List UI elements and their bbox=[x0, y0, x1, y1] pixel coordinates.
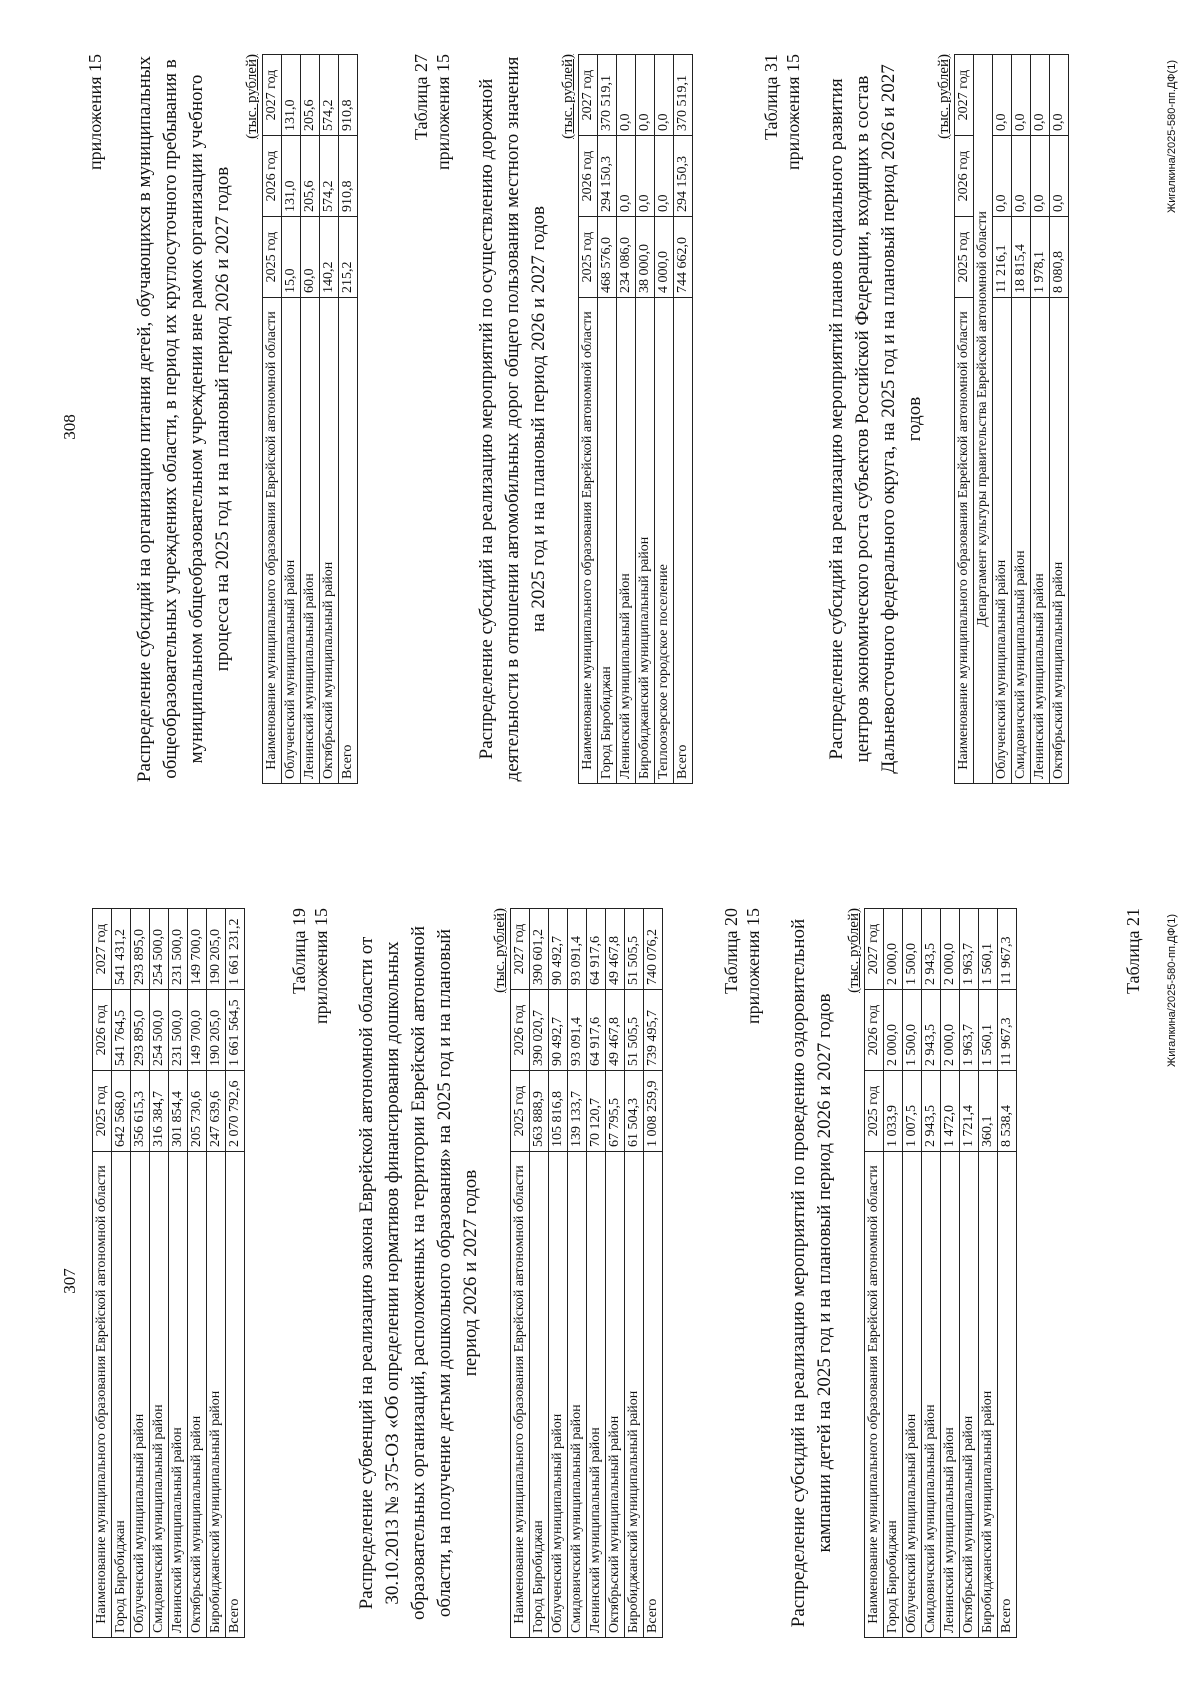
column-header-year: 2026 год bbox=[955, 136, 974, 217]
cell-value: 294 150,3 bbox=[674, 136, 693, 217]
cell-value: 90 492,7 bbox=[549, 909, 568, 990]
table-row bbox=[339, 55, 358, 784]
cell-value: 2 000,0 bbox=[941, 990, 960, 1071]
header-row bbox=[579, 55, 598, 784]
cell-value: 0,0 bbox=[636, 136, 655, 217]
page-number: 307 bbox=[60, 1268, 79, 1294]
table-row bbox=[226, 909, 245, 1638]
column-header-name: Наименование муниципального образования Еврейской автономной области bbox=[579, 298, 598, 784]
row-label: Ленинский муниципальный район bbox=[941, 1152, 960, 1638]
cell-value: 0,0 bbox=[636, 55, 655, 136]
cell-value: 744 662,0 bbox=[674, 217, 693, 298]
cell-value: 1 007,5 bbox=[903, 1071, 922, 1152]
row-label: Город Биробиджан bbox=[112, 1152, 131, 1638]
cell-value: 293 895,0 bbox=[131, 990, 150, 1071]
cell-value: 18 815,4 bbox=[1012, 217, 1031, 298]
table-row bbox=[655, 55, 674, 784]
table-heading: Распределение субсидий на реализацию мероприятий по осуществлению дорожной деятельности в отношении автомобильных дорог общего пользования местного значения на 2025 год и на плановый период 2026 и 2027 годов bbox=[476, 56, 549, 782]
table-title: Таблица 31 bbox=[761, 54, 781, 140]
row-label: Октябрьский муниципальный район bbox=[606, 1152, 625, 1638]
table-row bbox=[625, 909, 644, 1638]
table20 bbox=[864, 908, 1017, 1638]
header-row bbox=[865, 909, 884, 1638]
column-header-year: 2025 год bbox=[511, 1071, 530, 1152]
table31-block bbox=[760, 54, 1069, 784]
cell-value: 190 205,0 bbox=[207, 909, 226, 990]
cell-value: 0,0 bbox=[1012, 136, 1031, 217]
row-label: Всего bbox=[339, 298, 358, 784]
table-row bbox=[941, 909, 960, 1638]
cell-value: 93 091,4 bbox=[568, 909, 587, 990]
table-heading: Распределение субвенций на реализацию закона Еврейской автономной области от 30.10.2013 № 375-ОЗ «Об определении нормативов финансирования дошкольных образовательных организаций, расположенных на территории Еврейской автономной области, на получение детьми дошкольного образования» на 2025 год и на плановый период 2026 и 2027 годов bbox=[356, 925, 481, 1621]
cell-value: 390 020,7 bbox=[530, 990, 549, 1071]
cell-value: 2 943,5 bbox=[922, 1071, 941, 1152]
cell-value: 1 560,1 bbox=[979, 909, 998, 990]
column-header-year: 2027 год bbox=[579, 55, 598, 136]
cell-value: 0,0 bbox=[617, 136, 636, 217]
continued-table-block bbox=[92, 908, 245, 1638]
cell-value: 2 000,0 bbox=[884, 909, 903, 990]
cell-value: 541 764,5 bbox=[112, 990, 131, 1071]
cell-value: 49 467,8 bbox=[606, 909, 625, 990]
table-title: Таблица 27 bbox=[411, 54, 431, 140]
column-header-year: 2025 год bbox=[579, 217, 598, 298]
row-label: Ленинский муниципальный район bbox=[587, 1152, 606, 1638]
table-row bbox=[587, 909, 606, 1638]
cell-value: 1 560,1 bbox=[979, 990, 998, 1071]
cell-value: 0,0 bbox=[1031, 136, 1050, 217]
table-row bbox=[188, 909, 207, 1638]
column-header-year: 2025 год bbox=[955, 217, 974, 298]
table-row bbox=[530, 909, 549, 1638]
cell-value: 356 615,3 bbox=[131, 1071, 150, 1152]
row-label: Октябрьский муниципальный район bbox=[1050, 298, 1069, 784]
table-row bbox=[1031, 55, 1050, 784]
column-header-name: Наименование муниципального образования Еврейской автономной области bbox=[263, 298, 282, 784]
cell-value: 51 505,5 bbox=[625, 909, 644, 990]
cell-value: 739 495,7 bbox=[644, 990, 663, 1071]
cell-value: 0,0 bbox=[993, 55, 1012, 136]
column-header-year: 2027 год bbox=[511, 909, 530, 990]
cell-value: 64 917,6 bbox=[587, 990, 606, 1071]
row-label: Всего bbox=[674, 298, 693, 784]
column-header-name: Наименование муниципального образования Еврейской автономной области bbox=[865, 1152, 884, 1638]
cell-value: 390 601,2 bbox=[530, 909, 549, 990]
cell-value: 8 080,8 bbox=[1050, 217, 1069, 298]
row-label: Облученский муниципальный район bbox=[993, 298, 1012, 784]
cell-value: 0,0 bbox=[1050, 136, 1069, 217]
cell-value: 360,1 bbox=[979, 1071, 998, 1152]
cell-value: 11 967,3 bbox=[998, 909, 1017, 990]
cell-value: 1 500,0 bbox=[903, 990, 922, 1071]
table20-block bbox=[720, 908, 1017, 1638]
footer: Жигалкина/2025-580-пп.ДФ(1) bbox=[1166, 914, 1178, 1067]
cell-value: 0,0 bbox=[1031, 55, 1050, 136]
cell-value: 0,0 bbox=[1050, 55, 1069, 136]
column-header-year: 2026 год bbox=[511, 990, 530, 1071]
table-row bbox=[549, 909, 568, 1638]
cell-value: 370 519,1 bbox=[598, 55, 617, 136]
cell-value: 1 472,0 bbox=[941, 1071, 960, 1152]
units-label: (тыс. рублей) bbox=[492, 908, 508, 993]
column-header-year: 2026 год bbox=[579, 136, 598, 217]
cell-value: 254 500,0 bbox=[150, 990, 169, 1071]
cell-value: 67 795,5 bbox=[606, 1071, 625, 1152]
table-row bbox=[1050, 55, 1069, 784]
cell-value: 231 500,0 bbox=[169, 909, 188, 990]
table-row bbox=[131, 909, 150, 1638]
table-row bbox=[282, 55, 301, 784]
row-label: Смидовичский муниципальный район bbox=[922, 1152, 941, 1638]
row-label: Облученский муниципальный район bbox=[131, 1152, 150, 1638]
cell-value: 149 700,0 bbox=[188, 909, 207, 990]
cell-value: 642 568,0 bbox=[112, 1071, 131, 1152]
table-row bbox=[301, 55, 320, 784]
table-appendix: приложения 15 bbox=[311, 908, 331, 1025]
table-row bbox=[903, 909, 922, 1638]
cell-value: 910,8 bbox=[339, 136, 358, 217]
cell-value: 0,0 bbox=[617, 55, 636, 136]
cell-value: 1 661 564,5 bbox=[226, 990, 245, 1071]
row-label: Октябрьский муниципальный район bbox=[960, 1152, 979, 1638]
cell-value: 90 492,7 bbox=[549, 990, 568, 1071]
table-title: Таблица 21 bbox=[1123, 908, 1143, 994]
cell-value: 38 000,0 bbox=[636, 217, 655, 298]
cell-value: 64 917,6 bbox=[587, 909, 606, 990]
cell-value: 8 538,4 bbox=[998, 1071, 1017, 1152]
table-title: Таблица 19 bbox=[289, 908, 309, 994]
cell-value: 93 091,4 bbox=[568, 990, 587, 1071]
cell-value: 1 963,7 bbox=[960, 990, 979, 1071]
table-row bbox=[207, 909, 226, 1638]
cell-value: 563 888,9 bbox=[530, 1071, 549, 1152]
table-row bbox=[1012, 55, 1031, 784]
cell-value: 301 854,4 bbox=[169, 1071, 188, 1152]
page-307 bbox=[0, 854, 1200, 1708]
cell-value: 1 721,4 bbox=[960, 1071, 979, 1152]
row-label: Октябрьский муниципальный район bbox=[320, 298, 339, 784]
units-label: (тыс. рублей) bbox=[560, 54, 576, 139]
column-header-year: 2027 год bbox=[93, 909, 112, 990]
column-header-year: 2027 год bbox=[865, 909, 884, 990]
row-label: Биробиджанский муниципальный район bbox=[636, 298, 655, 784]
cell-value: 215,2 bbox=[339, 217, 358, 298]
header-row bbox=[93, 909, 112, 1638]
row-label: Облученский муниципальный район bbox=[282, 298, 301, 784]
table-row bbox=[112, 909, 131, 1638]
units-label: (тыс. рублей) bbox=[936, 54, 952, 139]
table-row bbox=[993, 55, 1012, 784]
table-appendix: приложения 15 bbox=[743, 908, 763, 1025]
cell-value: 2 000,0 bbox=[884, 990, 903, 1071]
cell-value: 574,2 bbox=[320, 136, 339, 217]
cell-value: 51 505,5 bbox=[625, 990, 644, 1071]
table-row bbox=[617, 55, 636, 784]
table-row bbox=[674, 55, 693, 784]
table-row bbox=[922, 909, 941, 1638]
row-label: Биробиджанский муниципальный район bbox=[979, 1152, 998, 1638]
cell-value: 574,2 bbox=[320, 55, 339, 136]
row-label: Смидовичский муниципальный район bbox=[568, 1152, 587, 1638]
table-title: Таблица 20 bbox=[721, 908, 741, 994]
cell-value: 0,0 bbox=[1012, 55, 1031, 136]
table31 bbox=[954, 54, 1069, 784]
row-label: Биробиджанский муниципальный район bbox=[207, 1152, 226, 1638]
cell-value: 49 467,8 bbox=[606, 990, 625, 1071]
cell-value: 2 943,5 bbox=[922, 909, 941, 990]
header-row bbox=[955, 55, 974, 784]
cell-value: 294 150,3 bbox=[598, 136, 617, 217]
column-header-year: 2026 год bbox=[93, 990, 112, 1071]
row-label: Теплоозерское городское поселение bbox=[655, 298, 674, 784]
cell-value: 370 519,1 bbox=[674, 55, 693, 136]
table-heading: Распределение субсидий на реализацию мероприятий планов социального развития центров экономического роста субъектов Российской Федерации, входящих в состав Дальневосточного федерального округа, на 2025 год и на плановый период 2026 и 2027 годов bbox=[826, 64, 925, 774]
cell-value: 541 431,2 bbox=[112, 909, 131, 990]
cell-value: 1 008 259,9 bbox=[644, 1071, 663, 1152]
cell-value: 205,6 bbox=[301, 136, 320, 217]
row-label: Октябрьский муниципальный район bbox=[188, 1152, 207, 1638]
table-row bbox=[644, 909, 663, 1638]
column-header-year: 2025 год bbox=[93, 1071, 112, 1152]
cell-value: 2 000,0 bbox=[941, 909, 960, 990]
units-label: (тыс. рублей) bbox=[244, 54, 260, 139]
cell-value: 293 895,0 bbox=[131, 909, 150, 990]
cell-value: 131,0 bbox=[282, 55, 301, 136]
cell-value: 140,2 bbox=[320, 217, 339, 298]
cell-value: 740 076,2 bbox=[644, 909, 663, 990]
cell-value: 105 816,8 bbox=[549, 1071, 568, 1152]
cell-value: 149 700,0 bbox=[188, 990, 207, 1071]
table-a-block bbox=[84, 54, 358, 784]
cell-value: 1 978,1 bbox=[1031, 217, 1050, 298]
cell-value: 1 033,9 bbox=[884, 1071, 903, 1152]
cell-value: 205 730,6 bbox=[188, 1071, 207, 1152]
cell-value: 247 639,6 bbox=[207, 1071, 226, 1152]
table-row bbox=[960, 909, 979, 1638]
cell-value: 60,0 bbox=[301, 217, 320, 298]
cell-value: 2 943,5 bbox=[922, 990, 941, 1071]
table-row bbox=[568, 909, 587, 1638]
row-label: Биробиджанский муниципальный район bbox=[625, 1152, 644, 1638]
row-label: Ленинский муниципальный район bbox=[1031, 298, 1050, 784]
table-row bbox=[169, 909, 188, 1638]
table-heading: Распределение субсидий на реализацию мероприятий по проведению оздоровительной кампании детей на 2025 год и на плановый период 2026 и 2027 годов bbox=[788, 918, 835, 1628]
cell-value: 131,0 bbox=[282, 136, 301, 217]
cell-value: 190 205,0 bbox=[207, 990, 226, 1071]
row-label: Смидовичский муниципальный район bbox=[1012, 298, 1031, 784]
column-header-year: 2025 год bbox=[263, 217, 282, 298]
table-row bbox=[606, 909, 625, 1638]
row-label: Облученский муниципальный район bbox=[903, 1152, 922, 1638]
cell-value: 11 967,3 bbox=[998, 990, 1017, 1071]
table-row bbox=[150, 909, 169, 1638]
column-header-year: 2026 год bbox=[865, 990, 884, 1071]
cell-value: 4 000,0 bbox=[655, 217, 674, 298]
header-row bbox=[511, 909, 530, 1638]
cell-value: 11 216,1 bbox=[993, 217, 1012, 298]
table-row bbox=[636, 55, 655, 784]
cell-value: 15,0 bbox=[282, 217, 301, 298]
row-label: Ленинский муниципальный район bbox=[169, 1152, 188, 1638]
cell-value: 0,0 bbox=[655, 136, 674, 217]
cell-value: 61 504,3 bbox=[625, 1071, 644, 1152]
header-row bbox=[263, 55, 282, 784]
column-header-name: Наименование муниципального образования Еврейской автономной области bbox=[955, 298, 974, 784]
table21-block bbox=[1122, 908, 1144, 1638]
cell-value: 0,0 bbox=[655, 55, 674, 136]
section-label: Департамент культуры правительства Еврейской автономной области bbox=[974, 55, 993, 784]
table-row bbox=[320, 55, 339, 784]
row-label: Всего bbox=[644, 1152, 663, 1638]
column-header-year: 2027 год bbox=[955, 55, 974, 136]
row-label: Ленинский муниципальный район bbox=[301, 298, 320, 784]
row-label: Облученский муниципальный район bbox=[549, 1152, 568, 1638]
cell-value: 70 120,7 bbox=[587, 1071, 606, 1152]
table27 bbox=[578, 54, 693, 784]
cell-value: 1 963,7 bbox=[960, 909, 979, 990]
cell-value: 234 086,0 bbox=[617, 217, 636, 298]
table27-block bbox=[410, 54, 693, 784]
cell-value: 139 133,7 bbox=[568, 1071, 587, 1152]
column-header-year: 2025 год bbox=[865, 1071, 884, 1152]
row-label: Город Биробиджан bbox=[530, 1152, 549, 1638]
units-label: (тыс. рублей) bbox=[846, 908, 862, 993]
table19 bbox=[510, 908, 663, 1638]
footer: Жигалкина/2025-580-пп.ДФ(1) bbox=[1166, 60, 1178, 213]
column-header-year: 2026 год bbox=[263, 136, 282, 217]
cell-value: 254 500,0 bbox=[150, 909, 169, 990]
row-label: Всего bbox=[998, 1152, 1017, 1638]
table19-block bbox=[288, 908, 663, 1638]
table-appendix: приложения 15 bbox=[433, 54, 453, 171]
column-header-name: Наименование муниципального образования Еврейской автономной области bbox=[511, 1152, 530, 1638]
section-row bbox=[974, 55, 993, 784]
row-label: Всего bbox=[226, 1152, 245, 1638]
table-appendix: приложения 15 bbox=[85, 54, 105, 171]
cell-value: 205,6 bbox=[301, 55, 320, 136]
column-header-year: 2027 год bbox=[263, 55, 282, 136]
table-appendix: приложения 15 bbox=[783, 54, 803, 171]
table-row bbox=[998, 909, 1017, 1638]
row-label: Ленинский муниципальный район bbox=[617, 298, 636, 784]
table-food bbox=[262, 54, 358, 784]
cell-value: 1 500,0 bbox=[903, 909, 922, 990]
table-heading: Распределение субсидий на организацию питания детей, обучающихся в муниципальных общеобразовательных учреждениях области, в период их круглосуточного пребывания в муниципальном общеобразовательном учреждении вне рамок организации учебного процесса на 2025 год и на плановый период 2026 и 2027 годов bbox=[134, 55, 233, 783]
row-label: Смидовичский муниципальный район bbox=[150, 1152, 169, 1638]
row-label: Город Биробиджан bbox=[884, 1152, 903, 1638]
cell-value: 468 576,0 bbox=[598, 217, 617, 298]
continued-table bbox=[92, 908, 245, 1638]
column-header-name: Наименование муниципального образования Еврейской автономной области bbox=[93, 1152, 112, 1638]
cell-value: 1 661 231,2 bbox=[226, 909, 245, 990]
page-number: 308 bbox=[60, 414, 79, 440]
table-row bbox=[598, 55, 617, 784]
table-row bbox=[979, 909, 998, 1638]
table-row bbox=[884, 909, 903, 1638]
cell-value: 316 384,7 bbox=[150, 1071, 169, 1152]
row-label: Город Биробиджан bbox=[598, 298, 617, 784]
cell-value: 910,8 bbox=[339, 55, 358, 136]
cell-value: 0,0 bbox=[993, 136, 1012, 217]
cell-value: 2 070 792,6 bbox=[226, 1071, 245, 1152]
cell-value: 231 500,0 bbox=[169, 990, 188, 1071]
